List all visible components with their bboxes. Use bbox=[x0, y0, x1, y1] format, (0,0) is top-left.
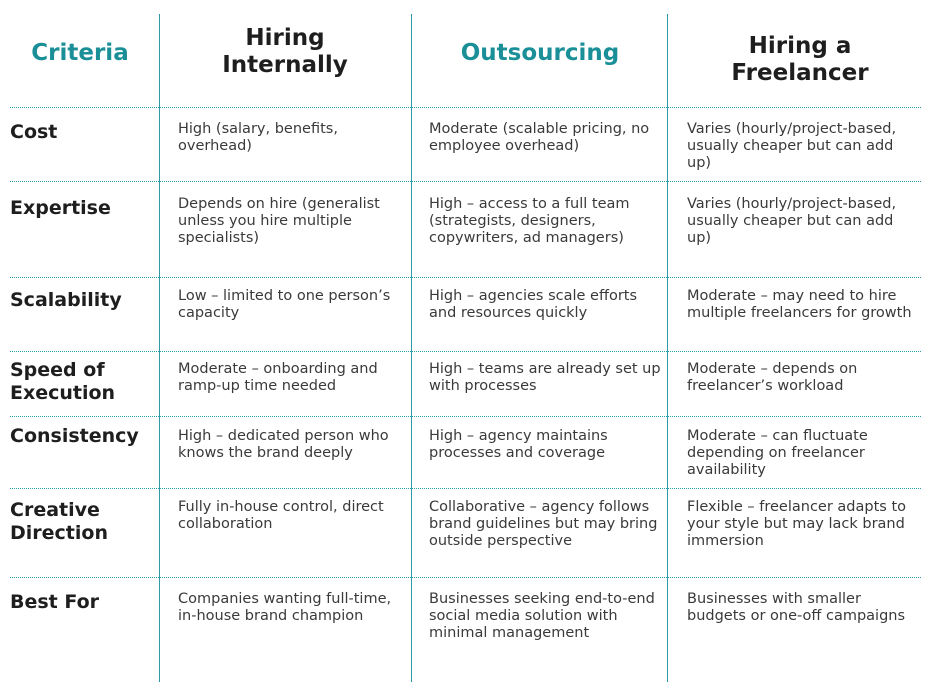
table-cell: High – teams are already set up with processes bbox=[429, 361, 661, 394]
table-cell: Moderate – depends on freelancer’s workload bbox=[687, 361, 858, 394]
table-cell: Flexible – freelancer adapts to your style but may lack brand immersion bbox=[687, 499, 907, 549]
table-cell: Low – limited to one person’s capacity bbox=[178, 288, 391, 321]
table-cell: High – agencies scale efforts and resources quickly bbox=[429, 288, 638, 321]
table-cell: Moderate (scalable pricing, no employee overhead) bbox=[429, 121, 650, 154]
row-divider bbox=[10, 416, 921, 417]
criteria-label: Cost bbox=[10, 121, 58, 143]
row-divider bbox=[10, 277, 921, 278]
table-cell: Companies wanting full-time, in-house brand champion bbox=[178, 591, 392, 624]
criteria-label: Best For bbox=[10, 591, 100, 613]
table-cell: Fully in-house control, direct collaboration bbox=[178, 499, 384, 532]
table-cell: High (salary, benefits, overhead) bbox=[178, 121, 338, 154]
criteria-label: Consistency bbox=[10, 425, 139, 447]
table-cell: Depends on hire (generalist unless you hire multiple specialists) bbox=[178, 196, 380, 246]
criteria-label: Creative Direction bbox=[10, 499, 108, 544]
column-divider bbox=[667, 14, 668, 682]
table-cell: Varies (hourly/project-based, usually cheaper but can add up) bbox=[687, 121, 897, 171]
table-cell: Businesses seeking end-to-end social media solution with minimal management bbox=[429, 591, 655, 641]
table-cell: Collaborative – agency follows brand guidelines but may bring outside perspective bbox=[429, 499, 658, 549]
header-hiring-freelancer: Hiring a Freelancer bbox=[731, 33, 869, 86]
table-cell: High – agency maintains processes and coverage bbox=[429, 428, 608, 461]
header-outsourcing: Outsourcing bbox=[460, 40, 620, 66]
header-hiring-internally: Hiring Internally bbox=[222, 25, 348, 78]
table-cell: Varies (hourly/project-based, usually cheaper but can add up) bbox=[687, 196, 897, 246]
row-divider bbox=[10, 181, 921, 182]
table-cell: High – dedicated person who knows the brand deeply bbox=[178, 428, 389, 461]
table-cell: Moderate – may need to hire multiple freelancers for growth bbox=[687, 288, 912, 321]
criteria-label: Speed of Execution bbox=[10, 359, 116, 404]
column-divider bbox=[159, 14, 160, 682]
row-divider bbox=[10, 488, 921, 489]
table-cell: Businesses with smaller budgets or one-off campaigns bbox=[687, 591, 906, 624]
row-divider bbox=[10, 107, 921, 108]
table-cell: Moderate – onboarding and ramp-up time needed bbox=[178, 361, 378, 394]
criteria-label: Expertise bbox=[10, 197, 111, 219]
row-divider bbox=[10, 577, 921, 578]
table-cell: High – access to a full team (strategists, designers, copywriters, ad managers) bbox=[429, 196, 630, 246]
criteria-label: Scalability bbox=[10, 289, 122, 311]
column-divider bbox=[411, 14, 412, 682]
row-divider bbox=[10, 351, 921, 352]
header-criteria: Criteria bbox=[31, 40, 129, 66]
table-cell: Moderate – can fluctuate depending on freelancer availability bbox=[687, 428, 868, 478]
